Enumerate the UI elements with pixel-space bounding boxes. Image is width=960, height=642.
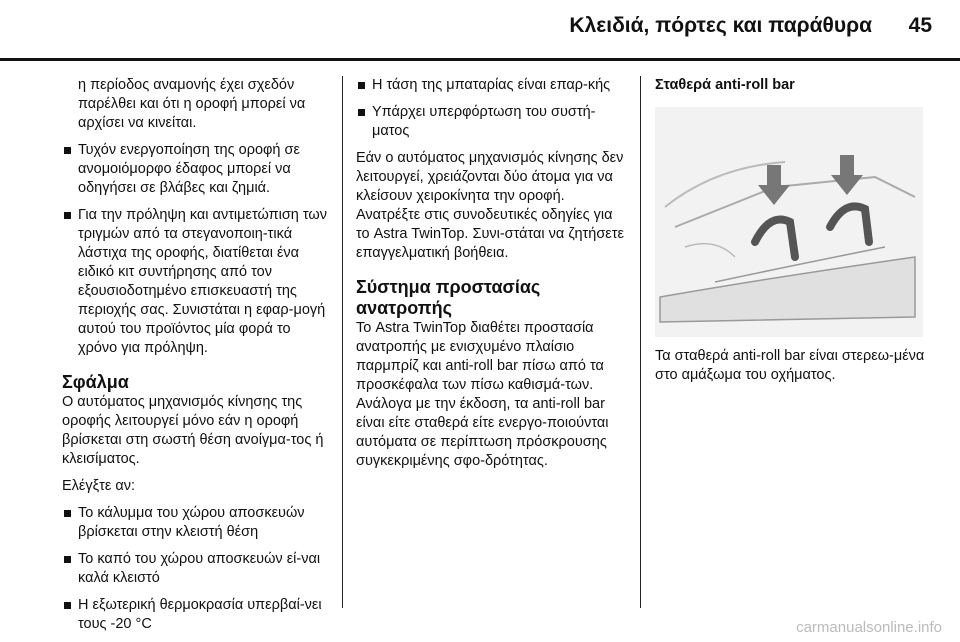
list-item: Για την πρόληψη και αντιμετώπιση των τριγμών από τα στεγανοποιη-τικά λάστιχα της οροφής, διατίθεται ένα ειδικό κιτ συντήρησης από τον εξουσιοδοτημένο επισκευαστή της περιοχής σας. Συνιστάται η εφαρ-μογή αυτού του προϊόντος μία φορά το χρόνο για πρόληψη. <box>62 206 332 358</box>
list-item: Τυχόν ενεργοποίηση της οροφή σε ανομοιόμορφο έδαφος μπορεί να οδηγήσει σε βλάβες και ζημιά. <box>62 141 332 198</box>
watermark: carmanualsonline.info <box>796 619 942 636</box>
column-divider <box>640 76 641 608</box>
bullet-list <box>62 141 332 358</box>
list-item: Υπάρχει υπερφόρτωση του συστή-ματος <box>356 103 628 141</box>
page-header <box>0 0 960 62</box>
page-title: Κλειδιά, πόρτες και παράθυρα <box>569 14 872 37</box>
section-heading-rollover: Σύστημα προστασίας ανατροπής <box>356 277 541 318</box>
list-item: Το κάλυμμα του χώρου αποσκευών βρίσκεται στην κλειστή θέση <box>62 504 332 542</box>
figure-caption: Τα σταθερά anti-roll bar είναι στερεω-μένα στο αμάξωμα του οχήματος. <box>655 348 925 383</box>
subsection-heading: Σταθερά anti-roll bar <box>655 77 795 93</box>
check-list <box>62 504 332 634</box>
list-item: Η τάση της μπαταρίας είναι επαρ-κής <box>356 76 628 95</box>
continuation-text: η περίοδος αναμονής έχει σχεδόν παρέλθει και ότι η οροφή μπορεί να αρχίσει να κινείται. <box>78 77 306 131</box>
check-label: Ελέγξτε αν: <box>62 478 136 494</box>
column-divider <box>342 76 343 608</box>
section-heading-fault: Σφάλμα <box>62 372 129 392</box>
page-number: 45 <box>908 14 932 37</box>
list-item: Η εξωτερική θερμοκρασία υπερβαί-νει τους -20 °C <box>62 596 332 634</box>
column-2 <box>356 76 628 479</box>
fault-paragraph: Ο αυτόματος μηχανισμός κίνησης της οροφής λειτουργεί μόνο εάν η οροφή βρίσκεται στη σωστή θέση ανοίγμα-τος ή κλεισίματος. <box>62 394 324 467</box>
rollover-paragraph: Το Astra TwinTop διαθέτει προστασία ανατροπής με ενισχυμένο πλαίσιο παρμπρίζ και anti-roll bar πίσω από τα προσκέφαλα των πίσω καθισμά-των. Ανάλογα με την έκδοση, τα anti-roll bar είναι είτε σταθερά είτε ενεργο-ποιούνται αυτόματα σε περίπτωση πρόσκρουσης συγκεκριμένης σφο-δρότητας. <box>356 320 609 469</box>
paragraph: Εάν ο αυτόματος μηχανισμός κίνησης δεν λειτουργεί, χρειάζονται δύο άτομα για να κλείσουν χειροκίνητα την οροφή. Ανατρέξτε στις συνοδευτικές οδηγίες για το Astra TwinTop. Συνι-στάται να ζητήσετε επαγγελματική βοήθεια. <box>356 150 624 261</box>
roll-bar-illustration <box>655 107 923 337</box>
bullet-list <box>356 76 628 141</box>
header-rule <box>0 58 960 61</box>
list-item: Το καπό του χώρου αποσκευών εί-ναι καλά κλειστό <box>62 550 332 588</box>
column-1 <box>62 76 332 642</box>
column-3 <box>655 76 927 393</box>
